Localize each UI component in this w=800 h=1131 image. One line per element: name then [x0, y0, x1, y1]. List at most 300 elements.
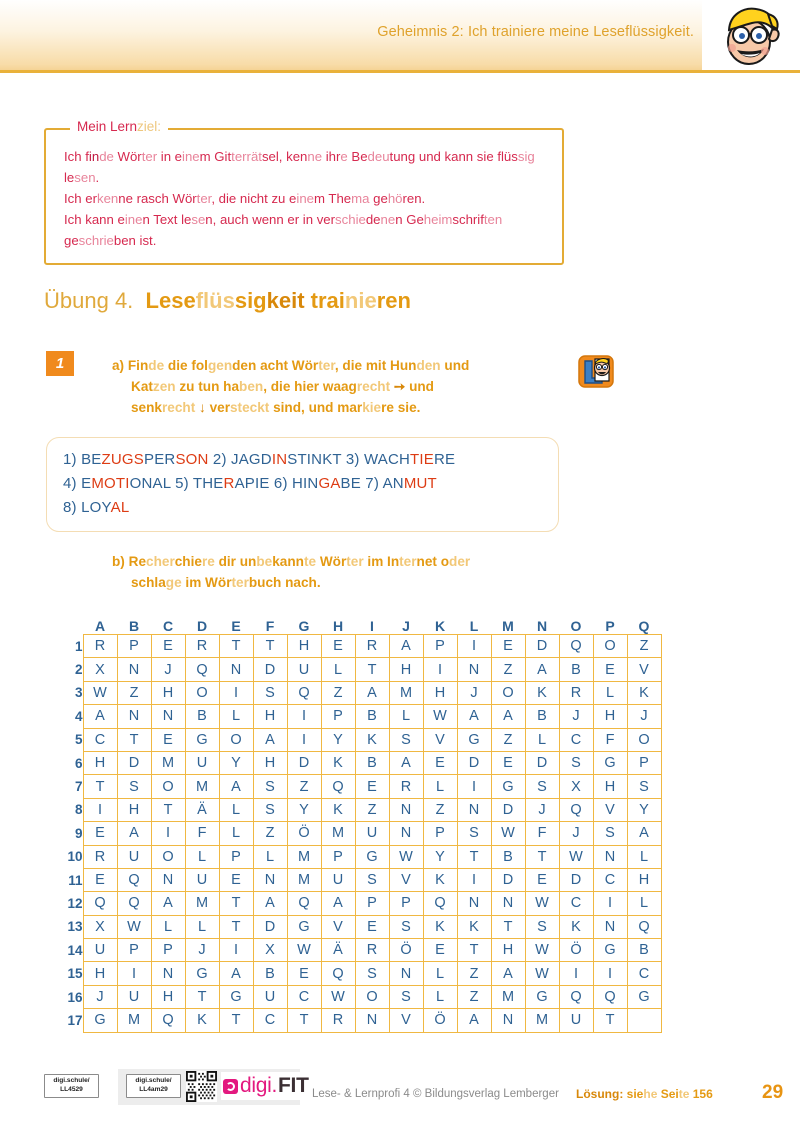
grid-cell-G4[interactable]: I: [287, 705, 321, 728]
grid-cell-J6[interactable]: A: [389, 751, 423, 774]
grid-cell-L17[interactable]: A: [457, 1009, 491, 1032]
grid-cell-C6[interactable]: M: [151, 751, 185, 774]
grid-cell-F6[interactable]: H: [253, 751, 287, 774]
grid-body[interactable]: [52, 635, 661, 1033]
grid-cell-N6[interactable]: D: [525, 751, 559, 774]
grid-cell-C5[interactable]: E: [151, 728, 185, 751]
grid-cell-C4[interactable]: N: [151, 705, 185, 728]
grid-cell-K11[interactable]: K: [423, 868, 457, 891]
grid-cell-L6[interactable]: D: [457, 751, 491, 774]
grid-cell-H4[interactable]: P: [321, 705, 355, 728]
grid-cell-G2[interactable]: U: [287, 658, 321, 681]
grid-cell-M14[interactable]: H: [491, 939, 525, 962]
grid-cell-H6[interactable]: K: [321, 751, 355, 774]
grid-cell-J9[interactable]: N: [389, 822, 423, 845]
grid-cell-I10[interactable]: G: [355, 845, 389, 868]
grid-cell-M17[interactable]: N: [491, 1009, 525, 1032]
grid-cell-K17[interactable]: Ö: [423, 1009, 457, 1032]
grid-cell-A14[interactable]: U: [83, 939, 117, 962]
grid-cell-F4[interactable]: H: [253, 705, 287, 728]
grid-cell-Q15[interactable]: C: [627, 962, 661, 985]
grid-cell-H14[interactable]: Ä: [321, 939, 355, 962]
grid-cell-A3[interactable]: W: [83, 681, 117, 704]
grid-cell-D8[interactable]: Ä: [185, 798, 219, 821]
grid-cell-B9[interactable]: A: [117, 822, 151, 845]
grid-cell-H9[interactable]: M: [321, 822, 355, 845]
grid-cell-K6[interactable]: E: [423, 751, 457, 774]
grid-cell-K2[interactable]: I: [423, 658, 457, 681]
grid-cell-N8[interactable]: J: [525, 798, 559, 821]
grid-cell-F7[interactable]: S: [253, 775, 287, 798]
grid-cell-K8[interactable]: Z: [423, 798, 457, 821]
grid-cell-D1[interactable]: R: [185, 635, 219, 658]
grid-cell-O5[interactable]: C: [559, 728, 593, 751]
grid-cell-N11[interactable]: E: [525, 868, 559, 891]
grid-cell-L16[interactable]: Z: [457, 985, 491, 1008]
grid-cell-J7[interactable]: R: [389, 775, 423, 798]
grid-cell-I9[interactable]: U: [355, 822, 389, 845]
grid-cell-M4[interactable]: A: [491, 705, 525, 728]
grid-cell-O1[interactable]: Q: [559, 635, 593, 658]
grid-cell-G1[interactable]: H: [287, 635, 321, 658]
grid-column-header-row: [52, 612, 661, 635]
grid-cell-D10[interactable]: L: [185, 845, 219, 868]
grid-cell-H5[interactable]: Y: [321, 728, 355, 751]
grid-cell-P16[interactable]: Q: [593, 985, 627, 1008]
grid-cell-D14[interactable]: J: [185, 939, 219, 962]
grid-cell-B14[interactable]: P: [117, 939, 151, 962]
grid-cell-G6[interactable]: D: [287, 751, 321, 774]
grid-cell-J17[interactable]: V: [389, 1009, 423, 1032]
grid-cell-H17[interactable]: R: [321, 1009, 355, 1032]
grid-cell-A13[interactable]: X: [83, 915, 117, 938]
grid-cell-P13[interactable]: N: [593, 915, 627, 938]
grid-cell-N3[interactable]: K: [525, 681, 559, 704]
grid-cell-J4[interactable]: L: [389, 705, 423, 728]
grid-cell-M9[interactable]: W: [491, 822, 525, 845]
grid-cell-P4[interactable]: H: [593, 705, 627, 728]
grid-cell-N9[interactable]: F: [525, 822, 559, 845]
grid-cell-A2[interactable]: X: [83, 658, 117, 681]
grid-cell-O7[interactable]: X: [559, 775, 593, 798]
grid-cell-Q13[interactable]: Q: [627, 915, 661, 938]
grid-cell-I8[interactable]: Z: [355, 798, 389, 821]
grid-cell-C8[interactable]: T: [151, 798, 185, 821]
grid-cell-O16[interactable]: Q: [559, 985, 593, 1008]
grid-cell-J16[interactable]: S: [389, 985, 423, 1008]
grid-cell-K16[interactable]: L: [423, 985, 457, 1008]
grid-cell-O2[interactable]: B: [559, 658, 593, 681]
grid-cell-K10[interactable]: Y: [423, 845, 457, 868]
grid-cell-Q1[interactable]: Z: [627, 635, 661, 658]
grid-cell-I14[interactable]: R: [355, 939, 389, 962]
grid-cell-J8[interactable]: N: [389, 798, 423, 821]
grid-cell-M8[interactable]: D: [491, 798, 525, 821]
grid-cell-N1[interactable]: D: [525, 635, 559, 658]
grid-cell-G8[interactable]: Y: [287, 798, 321, 821]
grid-cell-A1[interactable]: R: [83, 635, 117, 658]
grid-cell-D17[interactable]: K: [185, 1009, 219, 1032]
grid-cell-D9[interactable]: F: [185, 822, 219, 845]
grid-cell-J15[interactable]: N: [389, 962, 423, 985]
grid-cell-B2[interactable]: N: [117, 658, 151, 681]
grid-cell-G5[interactable]: I: [287, 728, 321, 751]
grid-cell-O12[interactable]: C: [559, 892, 593, 915]
grid-cell-F2[interactable]: D: [253, 658, 287, 681]
grid-cell-F15[interactable]: B: [253, 962, 287, 985]
grid-cell-L12[interactable]: N: [457, 892, 491, 915]
grid-cell-K1[interactable]: P: [423, 635, 457, 658]
grid-cell-P10[interactable]: N: [593, 845, 627, 868]
grid-cell-A8[interactable]: I: [83, 798, 117, 821]
grid-cell-D12[interactable]: M: [185, 892, 219, 915]
grid-row: [52, 845, 661, 868]
grid-cell-L15[interactable]: Z: [457, 962, 491, 985]
grid-cell-P3[interactable]: L: [593, 681, 627, 704]
grid-cell-E7[interactable]: A: [219, 775, 253, 798]
grid-cell-E2[interactable]: N: [219, 658, 253, 681]
grid-cell-B5[interactable]: T: [117, 728, 151, 751]
grid-cell-M3[interactable]: O: [491, 681, 525, 704]
grid-cell-B16[interactable]: U: [117, 985, 151, 1008]
grid-cell-F3[interactable]: S: [253, 681, 287, 704]
grid-cell-A12[interactable]: Q: [83, 892, 117, 915]
grid-cell-G14[interactable]: W: [287, 939, 321, 962]
grid-cell-Q4[interactable]: J: [627, 705, 661, 728]
grid-cell-G13[interactable]: G: [287, 915, 321, 938]
grid-cell-I1[interactable]: R: [355, 635, 389, 658]
grid-cell-J3[interactable]: M: [389, 681, 423, 704]
grid-cell-C1[interactable]: E: [151, 635, 185, 658]
grid-cell-G10[interactable]: M: [287, 845, 321, 868]
grid-cell-I5[interactable]: K: [355, 728, 389, 751]
grid-row: [52, 892, 661, 915]
grid-cell-D11[interactable]: U: [185, 868, 219, 891]
grid-cell-L11[interactable]: I: [457, 868, 491, 891]
grid-cell-D13[interactable]: L: [185, 915, 219, 938]
grid-cell-E17[interactable]: T: [219, 1009, 253, 1032]
grid-cell-I4[interactable]: B: [355, 705, 389, 728]
grid-cell-N13[interactable]: S: [525, 915, 559, 938]
grid-cell-H8[interactable]: K: [321, 798, 355, 821]
grid-cell-H7[interactable]: Q: [321, 775, 355, 798]
grid-cell-Q5[interactable]: O: [627, 728, 661, 751]
grid-cell-M11[interactable]: D: [491, 868, 525, 891]
grid-cell-L1[interactable]: I: [457, 635, 491, 658]
grid-cell-Q17[interactable]: [627, 1009, 661, 1032]
grid-cell-C12[interactable]: A: [151, 892, 185, 915]
grid-cell-Q8[interactable]: Y: [627, 798, 661, 821]
grid-cell-J1[interactable]: A: [389, 635, 423, 658]
grid-cell-C2[interactable]: J: [151, 658, 185, 681]
grid-cell-A15[interactable]: H: [83, 962, 117, 985]
grid-cell-J11[interactable]: V: [389, 868, 423, 891]
grid-cell-P14[interactable]: G: [593, 939, 627, 962]
grid-cell-E12[interactable]: T: [219, 892, 253, 915]
grid-column-header-Q: Q: [638, 618, 650, 634]
grid-cell-M6[interactable]: E: [491, 751, 525, 774]
grid-cell-H10[interactable]: P: [321, 845, 355, 868]
grid-cell-D2[interactable]: Q: [185, 658, 219, 681]
grid-cell-D5[interactable]: G: [185, 728, 219, 751]
grid-cell-D3[interactable]: O: [185, 681, 219, 704]
grid-cell-F12[interactable]: A: [253, 892, 287, 915]
grid-cell-K4[interactable]: W: [423, 705, 457, 728]
grid-cell-J12[interactable]: P: [389, 892, 423, 915]
grid-cell-J14[interactable]: Ö: [389, 939, 423, 962]
grid-cell-N14[interactable]: W: [525, 939, 559, 962]
grid-cell-P1[interactable]: O: [593, 635, 627, 658]
grid-cell-Q12[interactable]: L: [627, 892, 661, 915]
grid-cell-L2[interactable]: N: [457, 658, 491, 681]
grid-cell-G3[interactable]: Q: [287, 681, 321, 704]
grid-cell-D6[interactable]: U: [185, 751, 219, 774]
grid-cell-E13[interactable]: T: [219, 915, 253, 938]
grid-cell-H3[interactable]: Z: [321, 681, 355, 704]
grid-cell-O13[interactable]: K: [559, 915, 593, 938]
grid-cell-E5[interactable]: O: [219, 728, 253, 751]
grid-cell-H15[interactable]: Q: [321, 962, 355, 985]
grid-cell-F8[interactable]: S: [253, 798, 287, 821]
grid-cell-E9[interactable]: L: [219, 822, 253, 845]
grid-cell-A17[interactable]: G: [83, 1009, 117, 1032]
grid-cell-G9[interactable]: Ö: [287, 822, 321, 845]
grid-cell-G11[interactable]: M: [287, 868, 321, 891]
grid-cell-L14[interactable]: T: [457, 939, 491, 962]
grid-cell-L10[interactable]: T: [457, 845, 491, 868]
grid-cell-P11[interactable]: C: [593, 868, 627, 891]
grid-cell-E6[interactable]: Y: [219, 751, 253, 774]
grid-cell-F13[interactable]: D: [253, 915, 287, 938]
grid-cell-F14[interactable]: X: [253, 939, 287, 962]
grid-cell-J10[interactable]: W: [389, 845, 423, 868]
grid-cell-H16[interactable]: W: [321, 985, 355, 1008]
grid-cell-B12[interactable]: Q: [117, 892, 151, 915]
grid-cell-Q11[interactable]: H: [627, 868, 661, 891]
grid-cell-M16[interactable]: M: [491, 985, 525, 1008]
grid-cell-I17[interactable]: N: [355, 1009, 389, 1032]
grid-cell-C9[interactable]: I: [151, 822, 185, 845]
grid-cell-B17[interactable]: M: [117, 1009, 151, 1032]
grid-cell-K7[interactable]: L: [423, 775, 457, 798]
grid-cell-G16[interactable]: C: [287, 985, 321, 1008]
grid-cell-A10[interactable]: R: [83, 845, 117, 868]
grid-cell-Q9[interactable]: A: [627, 822, 661, 845]
grid-cell-N7[interactable]: S: [525, 775, 559, 798]
grid-cell-K9[interactable]: P: [423, 822, 457, 845]
grid-cell-P17[interactable]: T: [593, 1009, 627, 1032]
grid-cell-M5[interactable]: Z: [491, 728, 525, 751]
grid-cell-A5[interactable]: C: [83, 728, 117, 751]
grid-cell-G12[interactable]: Q: [287, 892, 321, 915]
grid-cell-E14[interactable]: I: [219, 939, 253, 962]
grid-cell-B7[interactable]: S: [117, 775, 151, 798]
grid-cell-M7[interactable]: G: [491, 775, 525, 798]
grid-cell-N16[interactable]: G: [525, 985, 559, 1008]
grid-cell-O17[interactable]: U: [559, 1009, 593, 1032]
grid-cell-H1[interactable]: E: [321, 635, 355, 658]
grid-cell-A9[interactable]: E: [83, 822, 117, 845]
grid-cell-B13[interactable]: W: [117, 915, 151, 938]
grid-cell-N12[interactable]: W: [525, 892, 559, 915]
grid-cell-D16[interactable]: T: [185, 985, 219, 1008]
qr-code-icon[interactable]: [186, 1071, 217, 1102]
grid-cell-L5[interactable]: G: [457, 728, 491, 751]
grid-cell-N5[interactable]: L: [525, 728, 559, 751]
grid-cell-O14[interactable]: Ö: [559, 939, 593, 962]
grid-cell-C10[interactable]: O: [151, 845, 185, 868]
grid-cell-M12[interactable]: N: [491, 892, 525, 915]
grid-cell-B15[interactable]: I: [117, 962, 151, 985]
grid-cell-M10[interactable]: B: [491, 845, 525, 868]
grid-cell-O11[interactable]: D: [559, 868, 593, 891]
grid-cell-E11[interactable]: E: [219, 868, 253, 891]
grid-cell-A4[interactable]: A: [83, 705, 117, 728]
grid-cell-H12[interactable]: A: [321, 892, 355, 915]
grid-cell-H13[interactable]: V: [321, 915, 355, 938]
grid-cell-Q7[interactable]: S: [627, 775, 661, 798]
grid-cell-O9[interactable]: J: [559, 822, 593, 845]
grid-cell-P15[interactable]: I: [593, 962, 627, 985]
grid-cell-E3[interactable]: I: [219, 681, 253, 704]
grid-cell-L13[interactable]: K: [457, 915, 491, 938]
grid-cell-B1[interactable]: P: [117, 635, 151, 658]
grid-cell-P6[interactable]: G: [593, 751, 627, 774]
grid-cell-J5[interactable]: S: [389, 728, 423, 751]
grid-cell-P12[interactable]: I: [593, 892, 627, 915]
grid-cell-O6[interactable]: S: [559, 751, 593, 774]
grid-cell-G7[interactable]: Z: [287, 775, 321, 798]
grid-cell-I12[interactable]: P: [355, 892, 389, 915]
grid-cell-L8[interactable]: N: [457, 798, 491, 821]
grid-cell-M15[interactable]: A: [491, 962, 525, 985]
grid-cell-O10[interactable]: W: [559, 845, 593, 868]
grid-cell-G17[interactable]: T: [287, 1009, 321, 1032]
grid-cell-F9[interactable]: Z: [253, 822, 287, 845]
grid-cell-N2[interactable]: A: [525, 658, 559, 681]
grid-cell-B10[interactable]: U: [117, 845, 151, 868]
grid-cell-C16[interactable]: H: [151, 985, 185, 1008]
grid-cell-P9[interactable]: S: [593, 822, 627, 845]
grid-cell-I15[interactable]: S: [355, 962, 389, 985]
digischule-badge-1[interactable]: [44, 1074, 99, 1098]
grid-cell-E4[interactable]: L: [219, 705, 253, 728]
grid-cell-J13[interactable]: S: [389, 915, 423, 938]
grid-cell-A6[interactable]: H: [83, 751, 117, 774]
grid-cell-A11[interactable]: E: [83, 868, 117, 891]
grid-cell-C13[interactable]: L: [151, 915, 185, 938]
grid-cell-K12[interactable]: Q: [423, 892, 457, 915]
grid-cell-B4[interactable]: N: [117, 705, 151, 728]
grid-cell-G15[interactable]: E: [287, 962, 321, 985]
grid-cell-O15[interactable]: I: [559, 962, 593, 985]
grid-cell-O8[interactable]: Q: [559, 798, 593, 821]
grid-cell-L9[interactable]: S: [457, 822, 491, 845]
grid-cell-C17[interactable]: Q: [151, 1009, 185, 1032]
grid-cell-I13[interactable]: E: [355, 915, 389, 938]
grid-cell-L4[interactable]: A: [457, 705, 491, 728]
grid-cell-J2[interactable]: H: [389, 658, 423, 681]
grid-cell-Q6[interactable]: P: [627, 751, 661, 774]
grid-cell-N15[interactable]: W: [525, 962, 559, 985]
grid-cell-H2[interactable]: L: [321, 658, 355, 681]
grid-cell-K15[interactable]: L: [423, 962, 457, 985]
grid-cell-A16[interactable]: J: [83, 985, 117, 1008]
grid-cell-N17[interactable]: M: [525, 1009, 559, 1032]
grid-cell-I6[interactable]: B: [355, 751, 389, 774]
grid-cell-N4[interactable]: B: [525, 705, 559, 728]
grid-cell-E15[interactable]: A: [219, 962, 253, 985]
grid-cell-B3[interactable]: Z: [117, 681, 151, 704]
grid-cell-O3[interactable]: R: [559, 681, 593, 704]
grid-cell-C11[interactable]: N: [151, 868, 185, 891]
grid-cell-Q2[interactable]: V: [627, 658, 661, 681]
grid-cell-F5[interactable]: A: [253, 728, 287, 751]
grid-cell-K13[interactable]: K: [423, 915, 457, 938]
grid-cell-E1[interactable]: T: [219, 635, 253, 658]
grid-cell-I16[interactable]: O: [355, 985, 389, 1008]
grid-cell-P2[interactable]: E: [593, 658, 627, 681]
grid-cell-F1[interactable]: T: [253, 635, 287, 658]
grid-cell-K5[interactable]: V: [423, 728, 457, 751]
grid-cell-B8[interactable]: H: [117, 798, 151, 821]
grid-cell-P8[interactable]: V: [593, 798, 627, 821]
grid-cell-Q16[interactable]: G: [627, 985, 661, 1008]
grid-cell-Q3[interactable]: K: [627, 681, 661, 704]
grid-cell-B6[interactable]: D: [117, 751, 151, 774]
grid-cell-E16[interactable]: G: [219, 985, 253, 1008]
grid-cell-M2[interactable]: Z: [491, 658, 525, 681]
grid-cell-C14[interactable]: P: [151, 939, 185, 962]
grid-cell-L3[interactable]: J: [457, 681, 491, 704]
grid-cell-M1[interactable]: E: [491, 635, 525, 658]
grid-cell-M13[interactable]: T: [491, 915, 525, 938]
grid-cell-Q10[interactable]: L: [627, 845, 661, 868]
grid-cell-L7[interactable]: I: [457, 775, 491, 798]
grid-cell-F16[interactable]: U: [253, 985, 287, 1008]
grid-cell-N10[interactable]: T: [525, 845, 559, 868]
grid-cell-C3[interactable]: H: [151, 681, 185, 704]
grid-cell-F11[interactable]: N: [253, 868, 287, 891]
grid-row-header-9: 9: [74, 825, 83, 841]
grid-cell-C7[interactable]: O: [151, 775, 185, 798]
grid-cell-P7[interactable]: H: [593, 775, 627, 798]
grid-cell-F17[interactable]: C: [253, 1009, 287, 1032]
grid-cell-D7[interactable]: M: [185, 775, 219, 798]
grid-cell-C15[interactable]: N: [151, 962, 185, 985]
grid-cell-F10[interactable]: L: [253, 845, 287, 868]
word-search-table[interactable]: [52, 612, 662, 1033]
grid-cell-I7[interactable]: E: [355, 775, 389, 798]
grid-cell-I11[interactable]: S: [355, 868, 389, 891]
grid-cell-A7[interactable]: T: [83, 775, 117, 798]
grid-cell-I3[interactable]: A: [355, 681, 389, 704]
grid-cell-D4[interactable]: B: [185, 705, 219, 728]
grid-cell-O4[interactable]: J: [559, 705, 593, 728]
grid-cell-I2[interactable]: T: [355, 658, 389, 681]
grid-cell-B11[interactable]: Q: [117, 868, 151, 891]
digischule-badge-2[interactable]: [126, 1074, 181, 1098]
grid-cell-K3[interactable]: H: [423, 681, 457, 704]
grid-cell-H11[interactable]: U: [321, 868, 355, 891]
grid-cell-D15[interactable]: G: [185, 962, 219, 985]
grid-cell-K14[interactable]: E: [423, 939, 457, 962]
word-search-grid[interactable]: [52, 612, 662, 1033]
grid-cell-E8[interactable]: L: [219, 798, 253, 821]
grid-cell-Q14[interactable]: B: [627, 939, 661, 962]
grid-cell-P5[interactable]: F: [593, 728, 627, 751]
grid-cell-E10[interactable]: P: [219, 845, 253, 868]
